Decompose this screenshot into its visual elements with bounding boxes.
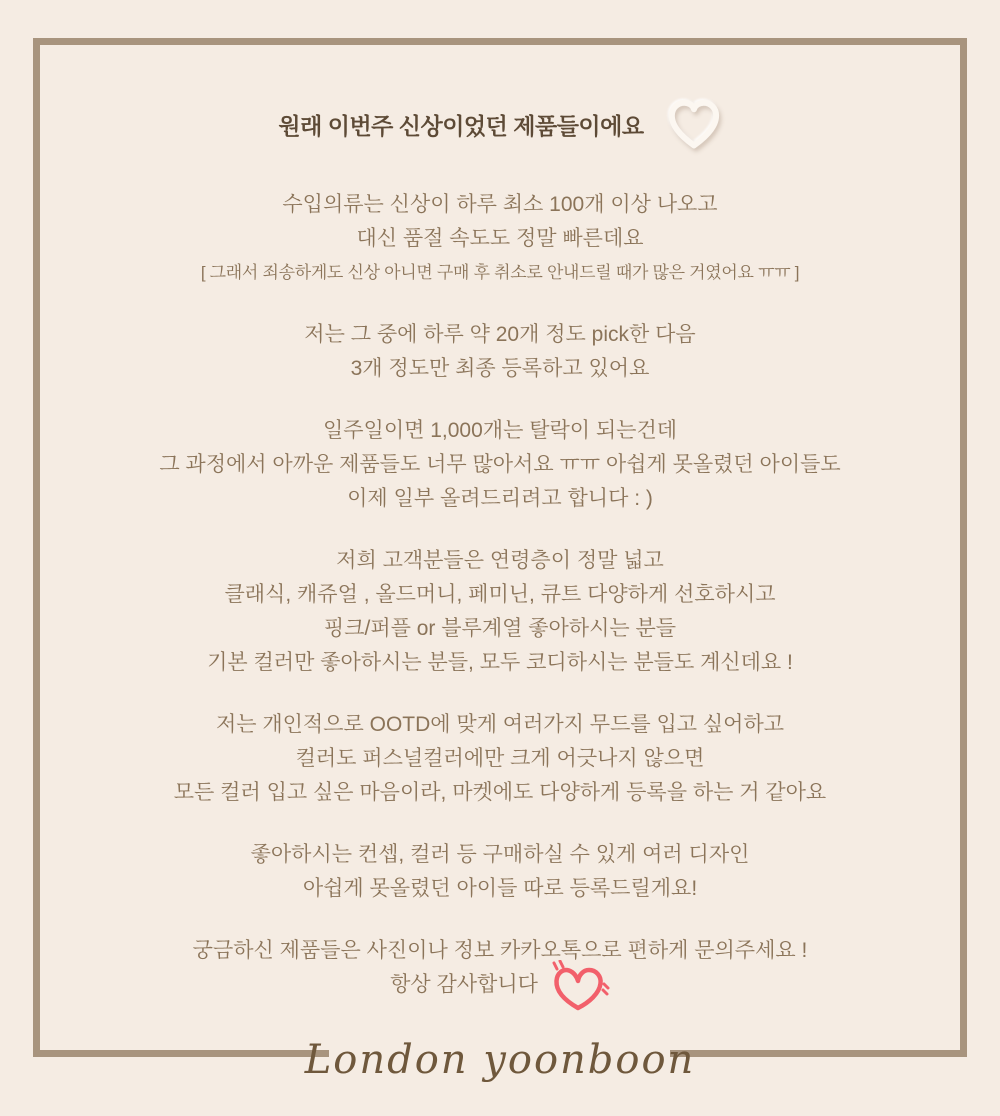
text-line: 좋아하시는 컨셉, 컬러 등 구매하실 수 있게 여러 디자인 — [250, 843, 750, 866]
text-line: 아쉽게 못올렸던 아이들 따로 등록드릴게요! — [302, 877, 698, 900]
paragraph-contact-thanks — [60, 934, 940, 1002]
embossed-heart-icon — [666, 99, 722, 153]
hand-drawn-heart-icon — [548, 960, 610, 1016]
text-line: 기본 컬러만 좋아하시는 분들, 모두 코디하시는 분들도 계신데요 ! — [207, 651, 793, 674]
text-line: 항상 감사합니다 — [390, 973, 538, 996]
text-note-line: [ 그래서 죄송하게도 신상 아니면 구매 후 취소로 안내드릴 때가 많은 거였어요 ㅠㅠ ] — [200, 263, 800, 282]
paragraph-daily-picks — [60, 318, 940, 386]
thanks-line — [390, 968, 610, 1002]
text-line: 궁금하신 제품들은 사진이나 정보 카카오톡으로 편하게 문의주세요 ! — [192, 939, 808, 962]
text-line: 핑크/퍼플 or 블루계열 좋아하시는 분들 — [323, 617, 677, 640]
paragraph-dropped-items — [60, 414, 940, 516]
text-line: 그 과정에서 아까운 제품들도 너무 많아서요 ㅠㅠ 아쉽게 못올렸던 아이들도 — [159, 453, 841, 476]
text-line: 대신 품절 속도도 정말 빠른데요 — [356, 227, 644, 250]
text-line: 이제 일부 올려드리려고 합니다 : ) — [347, 487, 653, 510]
title-row — [60, 98, 940, 154]
text-line: 일주일이면 1,000개는 탈락이 되는건데 — [322, 419, 678, 442]
text-line: 3개 정도만 최종 등록하고 있어요 — [350, 357, 650, 380]
brand-signature: London yoonboon — [304, 1037, 696, 1083]
page-title: 원래 이번주 신상이었던 제품들이에요 — [278, 113, 644, 139]
paragraph-customer-tastes — [60, 544, 940, 680]
paragraph-upload-promise — [60, 838, 940, 906]
text-line: 클래식, 캐쥬얼 , 올드머니, 페미닌, 큐트 다양하게 선호하시고 — [224, 583, 776, 606]
text-line: 컬러도 퍼스널컬러에만 크게 어긋나지 않으면 — [295, 747, 705, 770]
notice-body — [60, 98, 940, 1002]
text-line: 저는 그 중에 하루 약 20개 정도 pick한 다음 — [304, 323, 696, 346]
text-line: 수입의류는 신상이 하루 최소 100개 이상 나오고 — [282, 193, 718, 216]
text-line: 저는 개인적으로 OOTD에 맞게 여러가지 무드를 입고 싶어하고 — [215, 713, 785, 736]
text-line: 모든 컬러 입고 싶은 마음이라, 마켓에도 다양하게 등록을 하는 거 같아요 — [173, 781, 827, 804]
text-line: 저희 고객분들은 연령층이 정말 넓고 — [336, 549, 664, 572]
paragraph-new-arrivals — [60, 188, 940, 290]
paragraph-personal-style — [60, 708, 940, 810]
